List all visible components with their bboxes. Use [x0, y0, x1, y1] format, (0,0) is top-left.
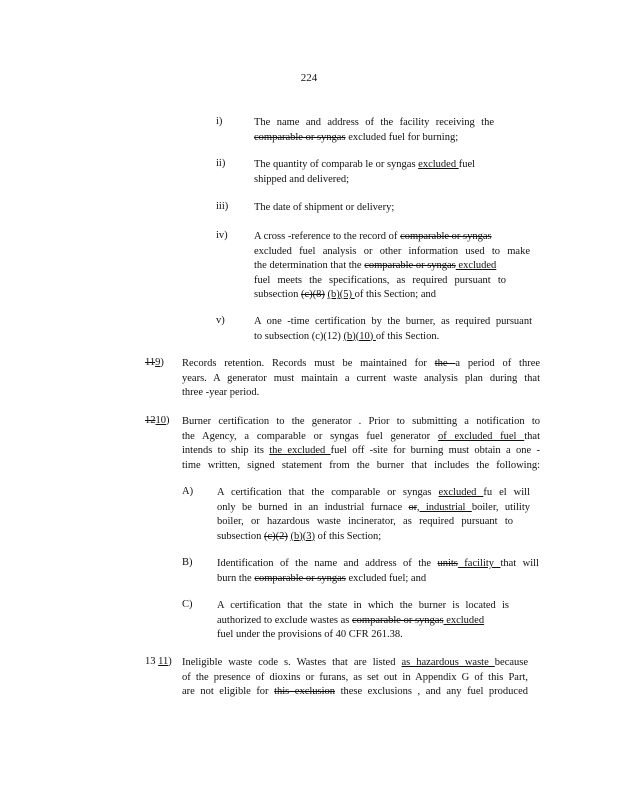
subitem-text-line: boiler, or hazardous waste incinerator, as required pursuant to [217, 516, 513, 527]
subitem-text: A certification that the comparable or syngas [217, 487, 439, 498]
item-label: i) [216, 116, 223, 127]
subitem-text: subsection [217, 530, 264, 542]
label-paren: ) [166, 415, 170, 426]
item-label: iii) [216, 201, 229, 212]
subitem-text-line: fuel under the provisions of 40 CFR 261.38. [217, 629, 403, 640]
subitem-label: A) [182, 486, 194, 497]
inserted-label: 9 [155, 357, 161, 368]
item-text: of this Section; and [354, 289, 436, 300]
item-text-line: A one -time certification by the burner, as required pursuant [254, 316, 532, 327]
paragraph-text: Records retention. Records must be maintained for [182, 358, 435, 369]
inserted-text: (b)(10) [343, 330, 376, 342]
paragraph-text: are not eligible for [182, 686, 275, 697]
paragraph-text: the Agency, a comparable or syngas fuel generator [182, 430, 438, 442]
item-text-line: The name and address of the facility receiving the [254, 117, 494, 128]
inserted-text: , industrial [416, 501, 472, 513]
subitem-text: boiler, utility [471, 501, 530, 513]
item-text-line: The date of shipment or delivery; [254, 202, 395, 213]
item-text-line: fuel meets the specifications, as required pursuant to [254, 274, 506, 286]
deleted-text: (c)(2) [263, 530, 288, 542]
deleted-text: comparable or syngas [352, 614, 444, 626]
inserted-text: excluded [418, 159, 459, 170]
inserted-text: excluded [455, 260, 497, 271]
inserted-text: of excluded fuel [437, 430, 525, 442]
subitem-text: Identification of the name and address of the [217, 558, 438, 569]
subitem-text: that will [500, 558, 539, 569]
subitem-text: fu el will [483, 487, 530, 498]
item-text: fuel [458, 159, 476, 170]
paragraph-text-line: Burner certification to the generator . Prior to submitting a notification to [182, 416, 540, 427]
subitem-text: of this Section; [314, 530, 382, 542]
subitem-label: B) [182, 557, 193, 568]
item-text: of this Section. [375, 330, 440, 342]
subitem-text: burn the [217, 572, 255, 584]
deleted-text: comparable or syngas [254, 572, 346, 584]
paragraph-text: Ineligible waste code s. Wastes that are listed [182, 657, 402, 668]
deleted-text: comparable or syngas [254, 131, 346, 143]
inserted-text: excluded [438, 487, 484, 498]
paragraph-label [145, 656, 172, 667]
inserted-text: (b)(5) [327, 289, 355, 300]
item-text: excluded fuel for burning; [345, 131, 459, 143]
paragraph-text-line: of the presence of dioxins or furans, as set out in Appendix G of this Part, [182, 671, 528, 683]
deleted-text: the [434, 358, 456, 369]
subitem-text-line: A certification that the state in which the burner is located is [217, 600, 509, 611]
inserted-text: as hazardous waste [401, 657, 495, 668]
item-text-line: shipped and delivered; [254, 173, 350, 185]
paragraph-text-line: three -year period. [182, 387, 260, 398]
paragraph-text-line: years. A generator must maintain a current waste analysis plan during that [182, 372, 540, 384]
item-label: v) [216, 315, 225, 326]
paragraph-text-line: time written, signed statement from the burner that includes the following: [182, 459, 540, 471]
paragraph-label [145, 357, 164, 368]
item-text: The quantity of comparab le or syngas [254, 159, 419, 170]
paragraph-text: that [524, 430, 540, 442]
paragraph-text: a period of three [455, 358, 541, 369]
inserted-text: facility [457, 558, 501, 569]
item-text: subsection [254, 289, 301, 300]
subitem-text: excluded fuel; and [345, 572, 427, 584]
label-paren: ) [168, 656, 172, 667]
paragraph-text: these exclusions , and any fuel produced [335, 686, 528, 697]
inserted-label: 10 [155, 415, 166, 426]
deleted-text: comparable or syngas [400, 231, 492, 242]
inserted-text: (b)(3) [290, 530, 315, 542]
item-text: to subsection (c)(12) [254, 330, 344, 342]
deleted-text: or [408, 501, 417, 513]
item-label: iv) [216, 230, 228, 241]
subitem-label: C) [182, 599, 193, 610]
deleted-text: comparable or syngas [364, 260, 456, 271]
deleted-text: units [437, 558, 458, 569]
inserted-text: the excluded [269, 445, 331, 456]
item-label: ii) [216, 158, 226, 169]
label-paren: ) [160, 357, 164, 368]
page-number: 224 [300, 72, 318, 84]
subitem-text: only be burned in an industrial furnace [217, 501, 409, 513]
deleted-label: 12 [145, 415, 156, 426]
old-label: 13 [145, 656, 156, 667]
item-text: the determination that the [254, 260, 365, 271]
deleted-text: this exclusion [274, 686, 336, 697]
inserted-text: excluded [443, 614, 485, 626]
item-text: A cross -reference to the record of [254, 231, 401, 242]
deleted-label: 11 [145, 357, 156, 368]
subitem-text: authorized to exclude wastes as [217, 614, 352, 626]
paragraph-text: fuel off -site for burning must obtain a one - [330, 445, 540, 456]
deleted-text: (c)(8) [300, 289, 325, 300]
item-text-line: excluded fuel analysis or other information used to make [254, 245, 530, 257]
paragraph-text: intends to ship its [182, 445, 270, 456]
paragraph-label [145, 415, 170, 426]
inserted-label: 11 [158, 656, 169, 667]
paragraph-text: because [494, 657, 529, 668]
